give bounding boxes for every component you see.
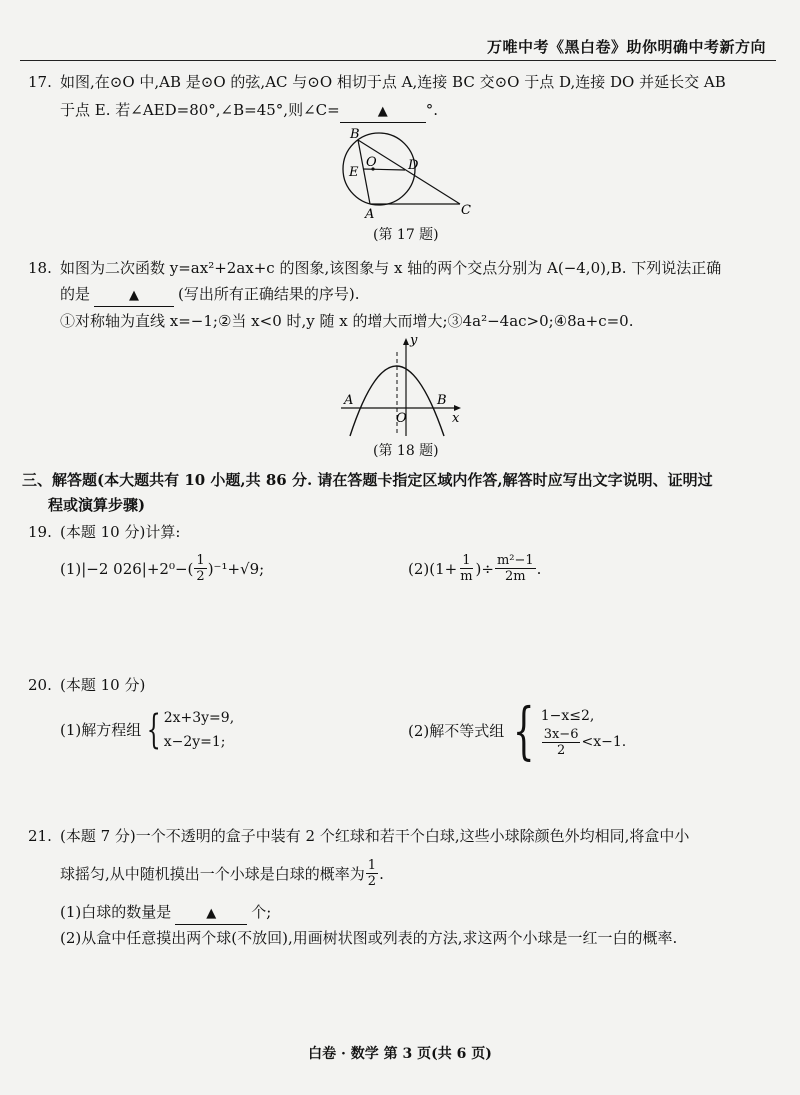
q18-line2-text: 的是 (60, 285, 91, 303)
fig17-label-b: B (350, 127, 360, 142)
q19-p2-mid: )÷ (475, 559, 494, 578)
page-header: 万唯中考《黑白卷》助你明确中考新方向 (486, 38, 766, 56)
q20-part2 (408, 694, 627, 767)
q19-p1-text: (1)|−2 026|+2⁰−( (60, 559, 194, 578)
q19-p2-f1-numerator: 1 (462, 553, 471, 568)
q19-part1 (60, 553, 264, 584)
q18-line2 (60, 284, 360, 307)
q20-p2-denominator: 2 (556, 742, 566, 758)
q19-p1-numerator: 1 (196, 553, 205, 568)
q20-p1-system (141, 706, 234, 754)
q18-caption: (第 18 题) (373, 443, 439, 459)
q18-figure (336, 332, 466, 438)
q19-part2 (408, 553, 541, 584)
q21-line2 (60, 858, 384, 889)
fig18-label-b: B (437, 393, 447, 408)
q21-p1-end: 个; (251, 903, 272, 921)
q17-figure (330, 122, 490, 222)
q20-p2-ineq1: 1−x≤2, (540, 707, 595, 724)
q20-number: 20. (28, 676, 52, 694)
fig18-label-x: x (452, 411, 460, 426)
q21-denominator: 2 (367, 874, 377, 889)
q17-number: 17. (28, 73, 52, 91)
q19-p2-text: (2)(1+ (408, 559, 458, 578)
q19-intro: (本题 10 分)计算: (60, 523, 181, 541)
q21-line1: (本题 7 分)一个不透明的盒子中装有 2 个红球和若干个白球,这些小球除颜色外均相同,将盒中小 (60, 827, 690, 845)
q21-line2-end: . (379, 864, 384, 883)
q21-part2: (2)从盒中任意摸出两个球(不放回),用画树状图或列表的方法,求这两个小球是一红一白的概率. (60, 929, 678, 947)
q21-numerator: 1 (367, 858, 377, 873)
q20-p1-eq1: 2x+3y=9, (163, 710, 235, 726)
y-axis-arrow-icon (403, 338, 409, 345)
q17-line2-text: 于点 E. 若∠AED=80°,∠B=45°,则∠C= (60, 101, 340, 119)
q17-caption: (第 17 题) (373, 227, 439, 243)
q20-p2-ineq2-rest: <x−1. (581, 734, 627, 750)
q20-p1-label: (1)解方程组 (60, 721, 142, 739)
q19-p2-f1-denominator: m (460, 569, 473, 584)
fig17-label-a: A (365, 207, 375, 222)
q17-line2-end: °. (425, 101, 438, 119)
q19-number: 19. (28, 523, 52, 541)
q18-line1: 如图为二次函数 y=ax²+2ax+c 的图象,该图象与 x 轴的两个交点分别为 A(−4,0),B. 下列说法正确 (60, 259, 722, 277)
q20-p2-label: (2)解不等式组 (408, 722, 505, 740)
fig17-label-d: D (408, 158, 419, 173)
q19-p1-end: )⁻¹+√9; (207, 559, 265, 578)
q20-p1-eq2: x−2y=1; (163, 734, 226, 750)
q19-p2-fraction1 (458, 553, 474, 584)
q20-p2-numerator: 3x−6 (543, 726, 579, 742)
q18-answer-blank (94, 284, 174, 307)
q19-p2-fraction2 (495, 553, 536, 584)
section-3-title-cont: 程或演算步骤) (48, 496, 146, 514)
q19-p2-end: . (536, 559, 542, 578)
q18-line2-end: (写出所有正确结果的序号). (178, 285, 360, 303)
fig17-label-e: E (349, 165, 359, 180)
q20-part1 (60, 706, 234, 754)
fig18-label-a: A (344, 393, 354, 408)
q21-part1 (60, 902, 271, 925)
triangle-icon: ▲ (377, 104, 388, 119)
q21-line2-text: 球摇匀,从中随机摸出一个小球是白球的概率为 (60, 864, 365, 883)
q19-p2-f2-denominator: 2m (505, 569, 526, 584)
q18-options: ①对称轴为直线 x=−1;②当 x<0 时,y 随 x 的增大而增大;③4a²−4ac>0;④8a+c=0. (60, 312, 634, 330)
left-brace-icon: { (146, 707, 161, 753)
q20-p2-fraction (542, 727, 581, 758)
left-brace-icon: { (513, 694, 535, 767)
q20-p2-system (504, 694, 627, 767)
q17-line2 (60, 100, 438, 123)
q21-p1-text: (1)白球的数量是 (60, 903, 172, 921)
q21-answer-blank (175, 902, 247, 925)
page-footer: 白卷 · 数学 第 3 页(共 6 页) (308, 1046, 492, 1062)
q19-p1-fraction (194, 553, 206, 584)
q17-line1: 如图,在⊙O 中,AB 是⊙O 的弦,AC 与⊙O 相切于点 A,连接 BC 交⊙O 于点 D,连接 DO 并延长交 AB (60, 73, 726, 91)
q17-answer-blank (340, 100, 426, 123)
q19-p2-f2-numerator: m²−1 (496, 553, 534, 568)
segment-ab (358, 140, 370, 204)
section-3-title: 三、解答题(本大题共有 10 小题,共 86 分. 请在答题卡指定区域内作答,解答时应写出文字说明、证明过 (22, 471, 713, 489)
triangle-icon: ▲ (206, 906, 217, 921)
header-rule (20, 60, 776, 61)
q19-p1-denominator: 2 (196, 569, 205, 584)
q21-number: 21. (28, 827, 52, 845)
q21-probability-fraction (366, 858, 378, 889)
fig18-label-o: O (396, 411, 407, 426)
fig18-label-y: y (410, 333, 418, 348)
q20-p2-ineq2 (541, 727, 627, 758)
triangle-icon: ▲ (129, 288, 140, 303)
fig17-label-c: C (461, 203, 471, 218)
q20-intro: (本题 10 分) (60, 676, 146, 694)
fig17-label-o: O (366, 155, 377, 170)
q18-number: 18. (28, 259, 52, 277)
